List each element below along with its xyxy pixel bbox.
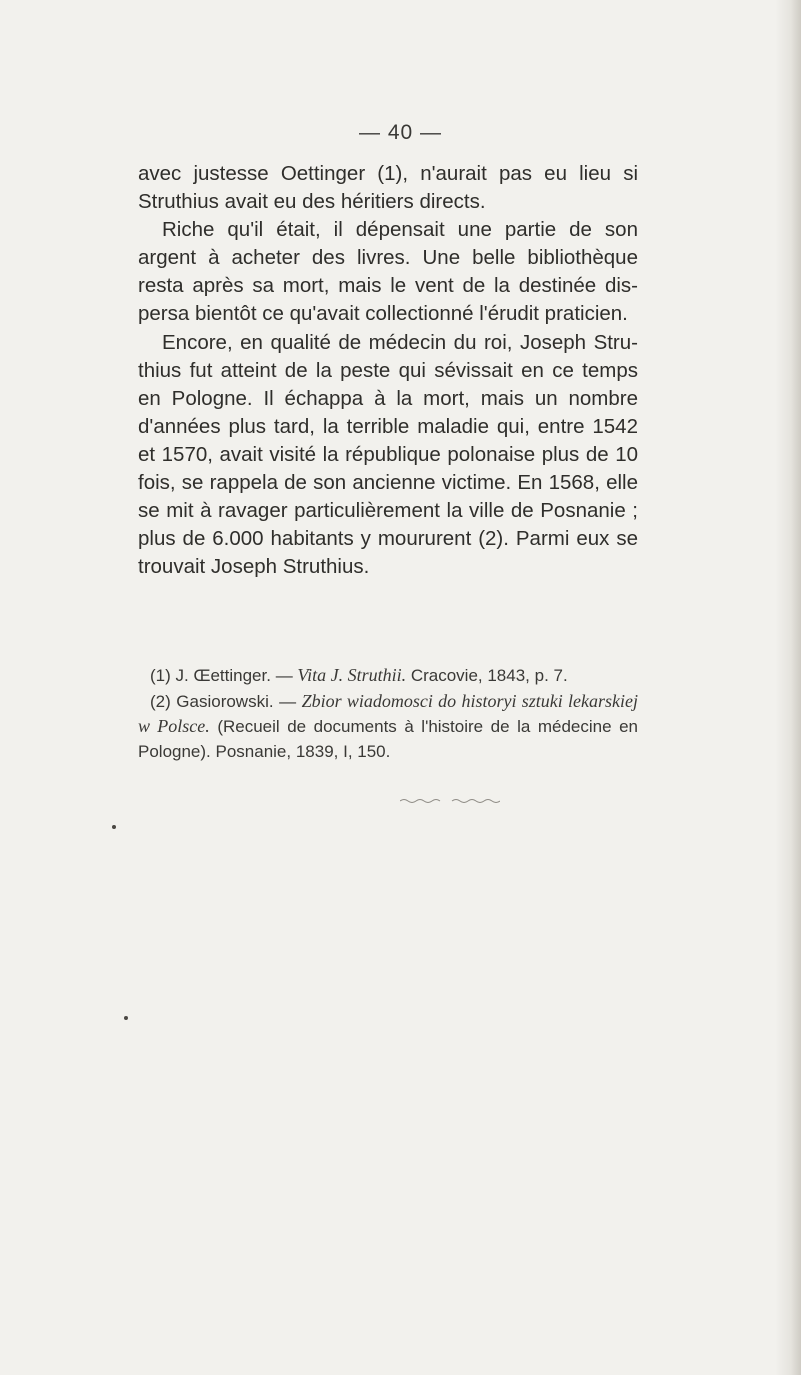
- footnote-dash: —: [275, 666, 293, 685]
- footnote-details: (Recueil de documents à l'histoire de la médecine en Pologne). Posnanie, 1839, I, 150.: [138, 717, 638, 761]
- paragraph-1: avec justesse Oettinger (1), n'aurait pas eu lieu si Struthius avait eu des héritiers directs.: [138, 162, 638, 214]
- footnote-marker: (2): [150, 691, 171, 711]
- page-edge-shadow: [775, 0, 801, 1375]
- ornament-rule: [400, 798, 500, 804]
- footnote-title: Vita J. Struthii.: [297, 665, 407, 685]
- ink-speck: [124, 1016, 128, 1020]
- footnote-1: [138, 663, 638, 689]
- body-text: [138, 160, 638, 581]
- footnotes: [138, 663, 638, 764]
- paragraph-3: Encore, en qualité de médecin du roi, Joseph Struthius fut atteint de la peste qui sévissait en ce temps en Pologne. Il échappa à la mort, mais un nombre d'années plus tard, la terrible maladie qui, entre 1542 et 1570, avait visité la république polonaise plus de 10 fois, se rappela de son ancienne victime. En 1568, elle se mit à ravager particulièrement la ville de Posnanie ; plus de 6.000 habitants y moururent (2). Parmi eux se trouvait Joseph Struthius.: [138, 330, 638, 579]
- paragraph-2: Riche qu'il était, il dépensait une partie de son argent à acheter des livres. Une belle bibliothèque resta après sa mort, mais le vent de la destinée dispersa bientôt ce qu'avait collectionné l'érudit praticien.: [138, 218, 638, 326]
- footnote-2: [138, 689, 638, 765]
- footnote-details: Cracovie, 1843, p. 7.: [410, 666, 568, 685]
- page-number: — 40 —: [358, 121, 443, 144]
- footnote-marker: (1): [150, 666, 171, 685]
- footnote-author: Gasiorowski.: [176, 691, 274, 711]
- ink-speck: [112, 825, 116, 829]
- footnote-title: Zbior wiadomosci do historyi sztuki lekarskiej w Polsce.: [138, 690, 638, 736]
- footnote-author: J. Œettinger.: [175, 666, 271, 685]
- footnote-dash: —: [279, 691, 297, 711]
